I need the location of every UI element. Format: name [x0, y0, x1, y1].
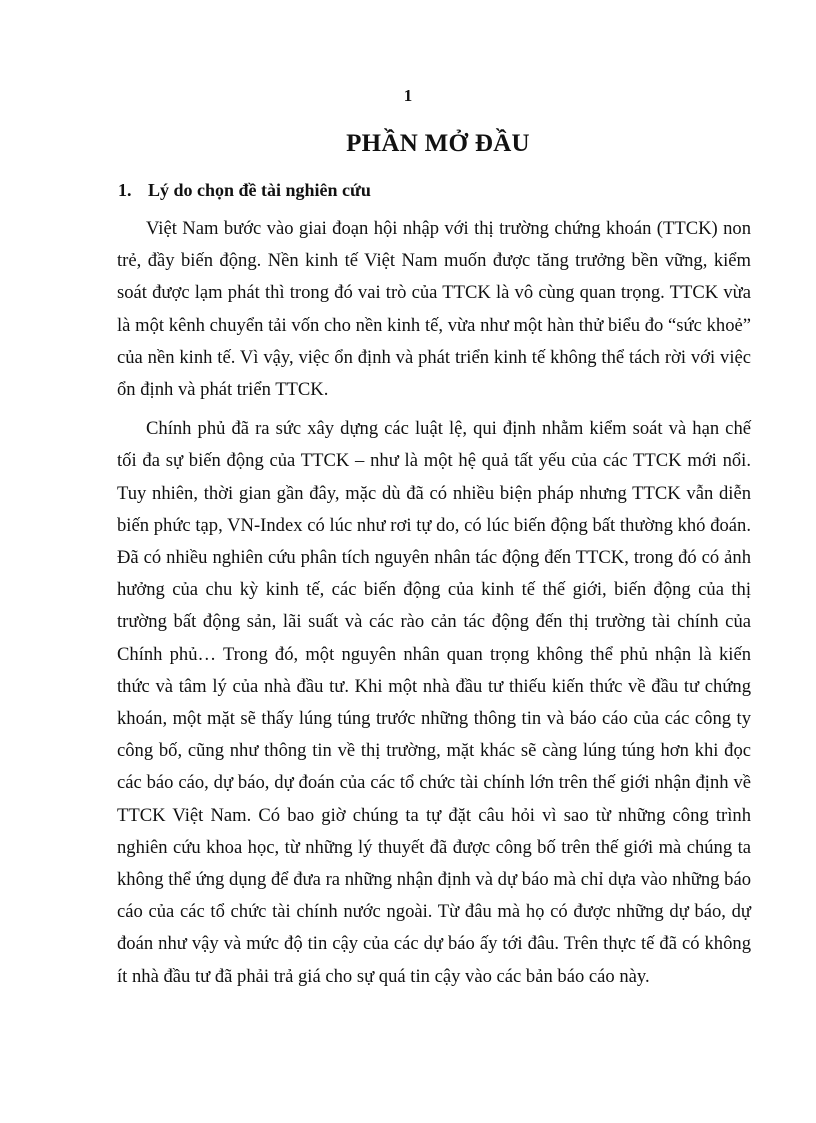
paragraph: Việt Nam bước vào giai đoạn hội nhập với thị trường chứng khoán (TTCK) non trẻ, đầy biến động. Nền kinh tế Việt Nam muốn được tăng trưởng bền vững, kiểm soát được lạm phát thì trong đó vai trò của TTCK là vô cùng quan trọng. TTCK vừa là một kênh chuyển tải vốn cho nền kinh tế, vừa như một hàn thử biểu đo “sức khoẻ” của nền kinh tế. Vì vậy, việc ổn định và phát triển kinh tế không thể tách rời với việc ổn định và phát triển TTCK.	[117, 218, 751, 401]
paragraph: Chính phủ đã ra sức xây dựng các luật lệ, qui định nhằm kiểm soát và hạn chế tối đa sự biến động của TTCK – như là một hệ quả tất yếu của các TTCK mới nổi. Tuy nhiên, thời gian gần đây, mặc dù đã có nhiều biện pháp nhưng TTCK vẫn diễn biến phức tạp, VN-Index có lúc như rơi tự do, có lúc biến động bất thường khó đoán. Đã có nhiều nghiên cứu phân tích nguyên nhân tác động đến TTCK, trong đó có ảnh hưởng của chu kỳ kinh tế, các biến động của kinh tế thế giới, biến động của thị trường bất động sản, lãi suất và các rào cản tác động đến thị trường tài chính của Chính phủ… Trong đó, một nguyên nhân quan trọng không thể phủ nhận là kiến thức và tâm lý của nhà đầu tư. Khi một nhà đầu tư thiếu kiến thức về đầu tư chứng khoán, một mặt sẽ thấy lúng túng trước những thông tin và báo cáo của các công ty công bố, cũng như thông tin về thị trường, mặt khác sẽ càng lúng túng hơn khi đọc các báo cáo, dự báo, dự đoán của các tổ chức tài chính lớn trên thế giới nhận định về TTCK Việt Nam. Có bao giờ chúng ta tự đặt câu hỏi vì sao từ những công trình nghiên cứu khoa học, từ những lý thuyết đã được công bố trên thế giới mà chúng ta không thể ứng dụng để đưa ra những nhận định và dự báo mà chỉ dựa vào những báo cáo của các tổ chức tài chính nước ngoài. Từ đâu mà họ có được những dự báo, dự đoán như vậy và mức độ tin cậy của các dự báo ấy tới đâu. Trên thực tế đã có không ít nhà đầu tư đã phải trả giá cho sự quá tin cậy vào các bản báo cáo này.	[117, 418, 751, 987]
part-title: PHẦN MỞ ĐẦU	[346, 130, 530, 157]
body-text	[117, 213, 751, 1000]
section-title: Lý do chọn đề tài nghiên cứu	[148, 180, 371, 200]
section-heading	[118, 180, 371, 201]
section-number: 1.	[118, 180, 132, 200]
page-number: 1	[403, 86, 413, 105]
